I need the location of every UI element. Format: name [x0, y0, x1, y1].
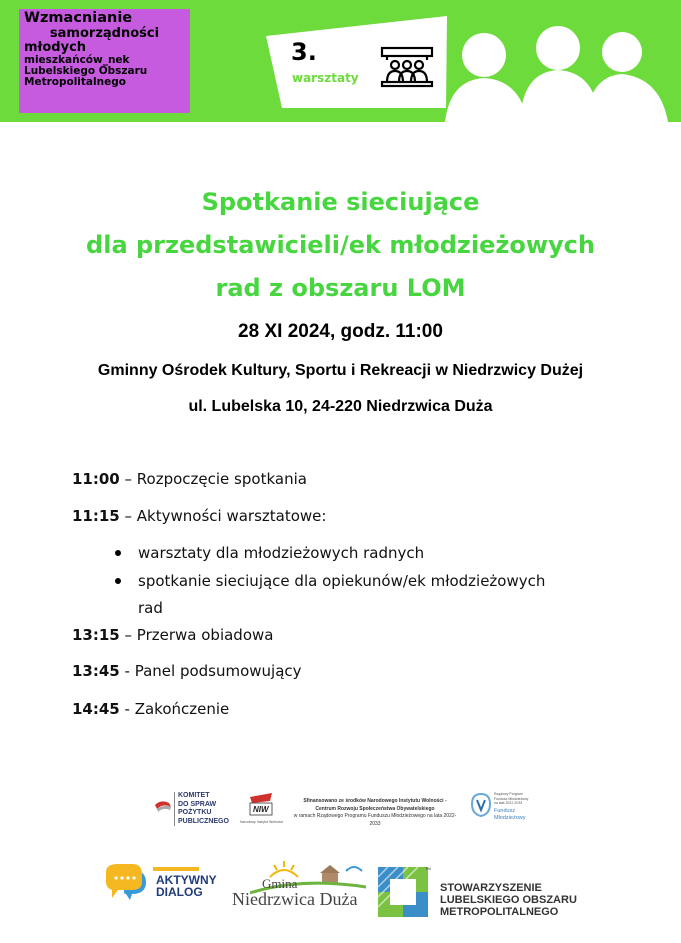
dialog-bubbles-icon	[102, 862, 154, 904]
agenda-time: 14:45	[72, 700, 120, 718]
kpp-line: KOMITET	[178, 792, 210, 799]
person-body-1	[445, 78, 528, 122]
title-line-3: rad z obszaru LOM	[215, 274, 466, 302]
agenda-sub-text: warsztaty dla młodzieżowych radnych	[138, 544, 425, 562]
agenda-item	[72, 662, 302, 680]
badge-line-3: młodych	[24, 39, 87, 55]
gmina-line-2: Niedrzwica Duża	[232, 889, 358, 909]
stowarzyszenie-logo-text	[440, 882, 577, 918]
agenda-time: 11:00	[72, 470, 120, 488]
event-address: ul. Lubelska 10, 24-220 Niedrzwica Duża	[188, 398, 493, 415]
kpp-line: PUBLICZNEGO	[178, 817, 229, 825]
niw-label: NIW	[253, 805, 269, 814]
kpp-flag-icon	[153, 797, 173, 817]
agenda-sub-text-cont: rad	[138, 599, 163, 617]
agenda-sep: -	[119, 662, 135, 680]
title-line-1: Spotkanie sieciujące	[201, 188, 480, 216]
agenda-text: Aktywności warsztatowe:	[136, 507, 327, 525]
kpp-line: POŻYTKU	[178, 809, 212, 816]
fm-line: Fundusz	[494, 808, 516, 814]
event-venue: Gminny Ośrodek Kultury, Sportu i Rekreacji w Niedrzwicy Dużej	[97, 362, 584, 379]
agenda-time: 11:15	[72, 507, 120, 525]
funding-line: Sfinansowano ze środków Narodowego Instytutu Wolności -	[303, 798, 447, 804]
fm-name	[494, 808, 525, 821]
badge-line-4: mieszkańców_nek	[24, 53, 130, 66]
stow-line: LUBELSKIEGO OBSZARU	[440, 894, 577, 906]
project-badge	[19, 9, 190, 113]
agenda-text: Rozpoczęcie spotkania	[136, 470, 307, 488]
fm-line: Rządowy Program	[494, 792, 523, 796]
kpp-divider	[174, 792, 175, 826]
agenda-time: 13:45	[72, 662, 120, 680]
funding-line: Centrum Rozwoju Społeczeństwa Obywatelskiego	[315, 805, 435, 812]
badge-line-6: Metropolitalnego	[24, 76, 126, 89]
stow-line: STOWARZYSZENIE	[440, 882, 542, 894]
agenda-sep: –	[119, 626, 137, 644]
agenda-sep: –	[119, 470, 137, 488]
agenda-item	[72, 700, 229, 718]
fm-line: Fundusz Młodzieżowy	[494, 796, 529, 801]
gmina-line-1: Gmina	[262, 876, 298, 891]
agenda-time: 13:15	[72, 626, 120, 644]
dialog-logo-text	[156, 874, 217, 898]
person-head-1	[462, 33, 506, 77]
stow-line: METROPOLITALNEGO	[440, 906, 559, 918]
person-body-3	[585, 74, 668, 122]
badge-line-5: Lubelskiego Obszaru	[24, 65, 148, 78]
event-date: 28 XI 2024, godz. 11:00	[238, 321, 443, 342]
person-head-2	[536, 26, 580, 70]
agenda-item	[72, 507, 326, 525]
agenda-text: Panel podsumowujący	[134, 662, 302, 680]
title-line-2: dla przedstawicieli/ek młodzieżowych	[86, 231, 595, 259]
fm-logo-icon	[470, 792, 492, 818]
agenda-text: Zakończenie	[134, 700, 230, 718]
header-banner	[0, 0, 681, 122]
dialog-accent-bar	[153, 867, 199, 871]
workshop-label: warsztaty	[292, 71, 359, 85]
tm-mark: TM	[425, 866, 431, 871]
stowarzyszenie-logo-icon	[378, 867, 428, 917]
funding-line: w ramach Rządowego Programu Funduszu Młodzieżowego na lata 2022-2033	[293, 813, 457, 827]
workshop-number: 3.	[291, 38, 317, 66]
badge-line-1: Wzmacnianie	[24, 10, 133, 26]
agenda-sub-text: spotkanie sieciujące dla opiekunów/ek młodzieżowych	[138, 572, 546, 590]
person-head-3	[602, 32, 642, 72]
agenda-sep: –	[119, 507, 137, 525]
kpp-line: DO SPRAW	[178, 800, 217, 808]
badge-line-2: samorządności	[49, 25, 160, 41]
funding-note	[290, 798, 460, 828]
dialog-line: DIALOG	[156, 885, 203, 899]
niw-caption: Narodowy Instytut Wolności	[240, 820, 284, 824]
agenda-text: Przerwa obiadowa	[136, 626, 274, 644]
agenda-item	[72, 626, 273, 644]
agenda-item	[72, 470, 307, 488]
kpp-logo	[178, 792, 229, 826]
fm-program	[494, 792, 528, 806]
fm-line: Młodzieżowy	[494, 814, 526, 821]
fm-line: na lata 2022-2033	[494, 801, 523, 805]
agenda-sep: -	[119, 700, 135, 718]
dialog-line: AKTYWNY	[156, 873, 217, 887]
